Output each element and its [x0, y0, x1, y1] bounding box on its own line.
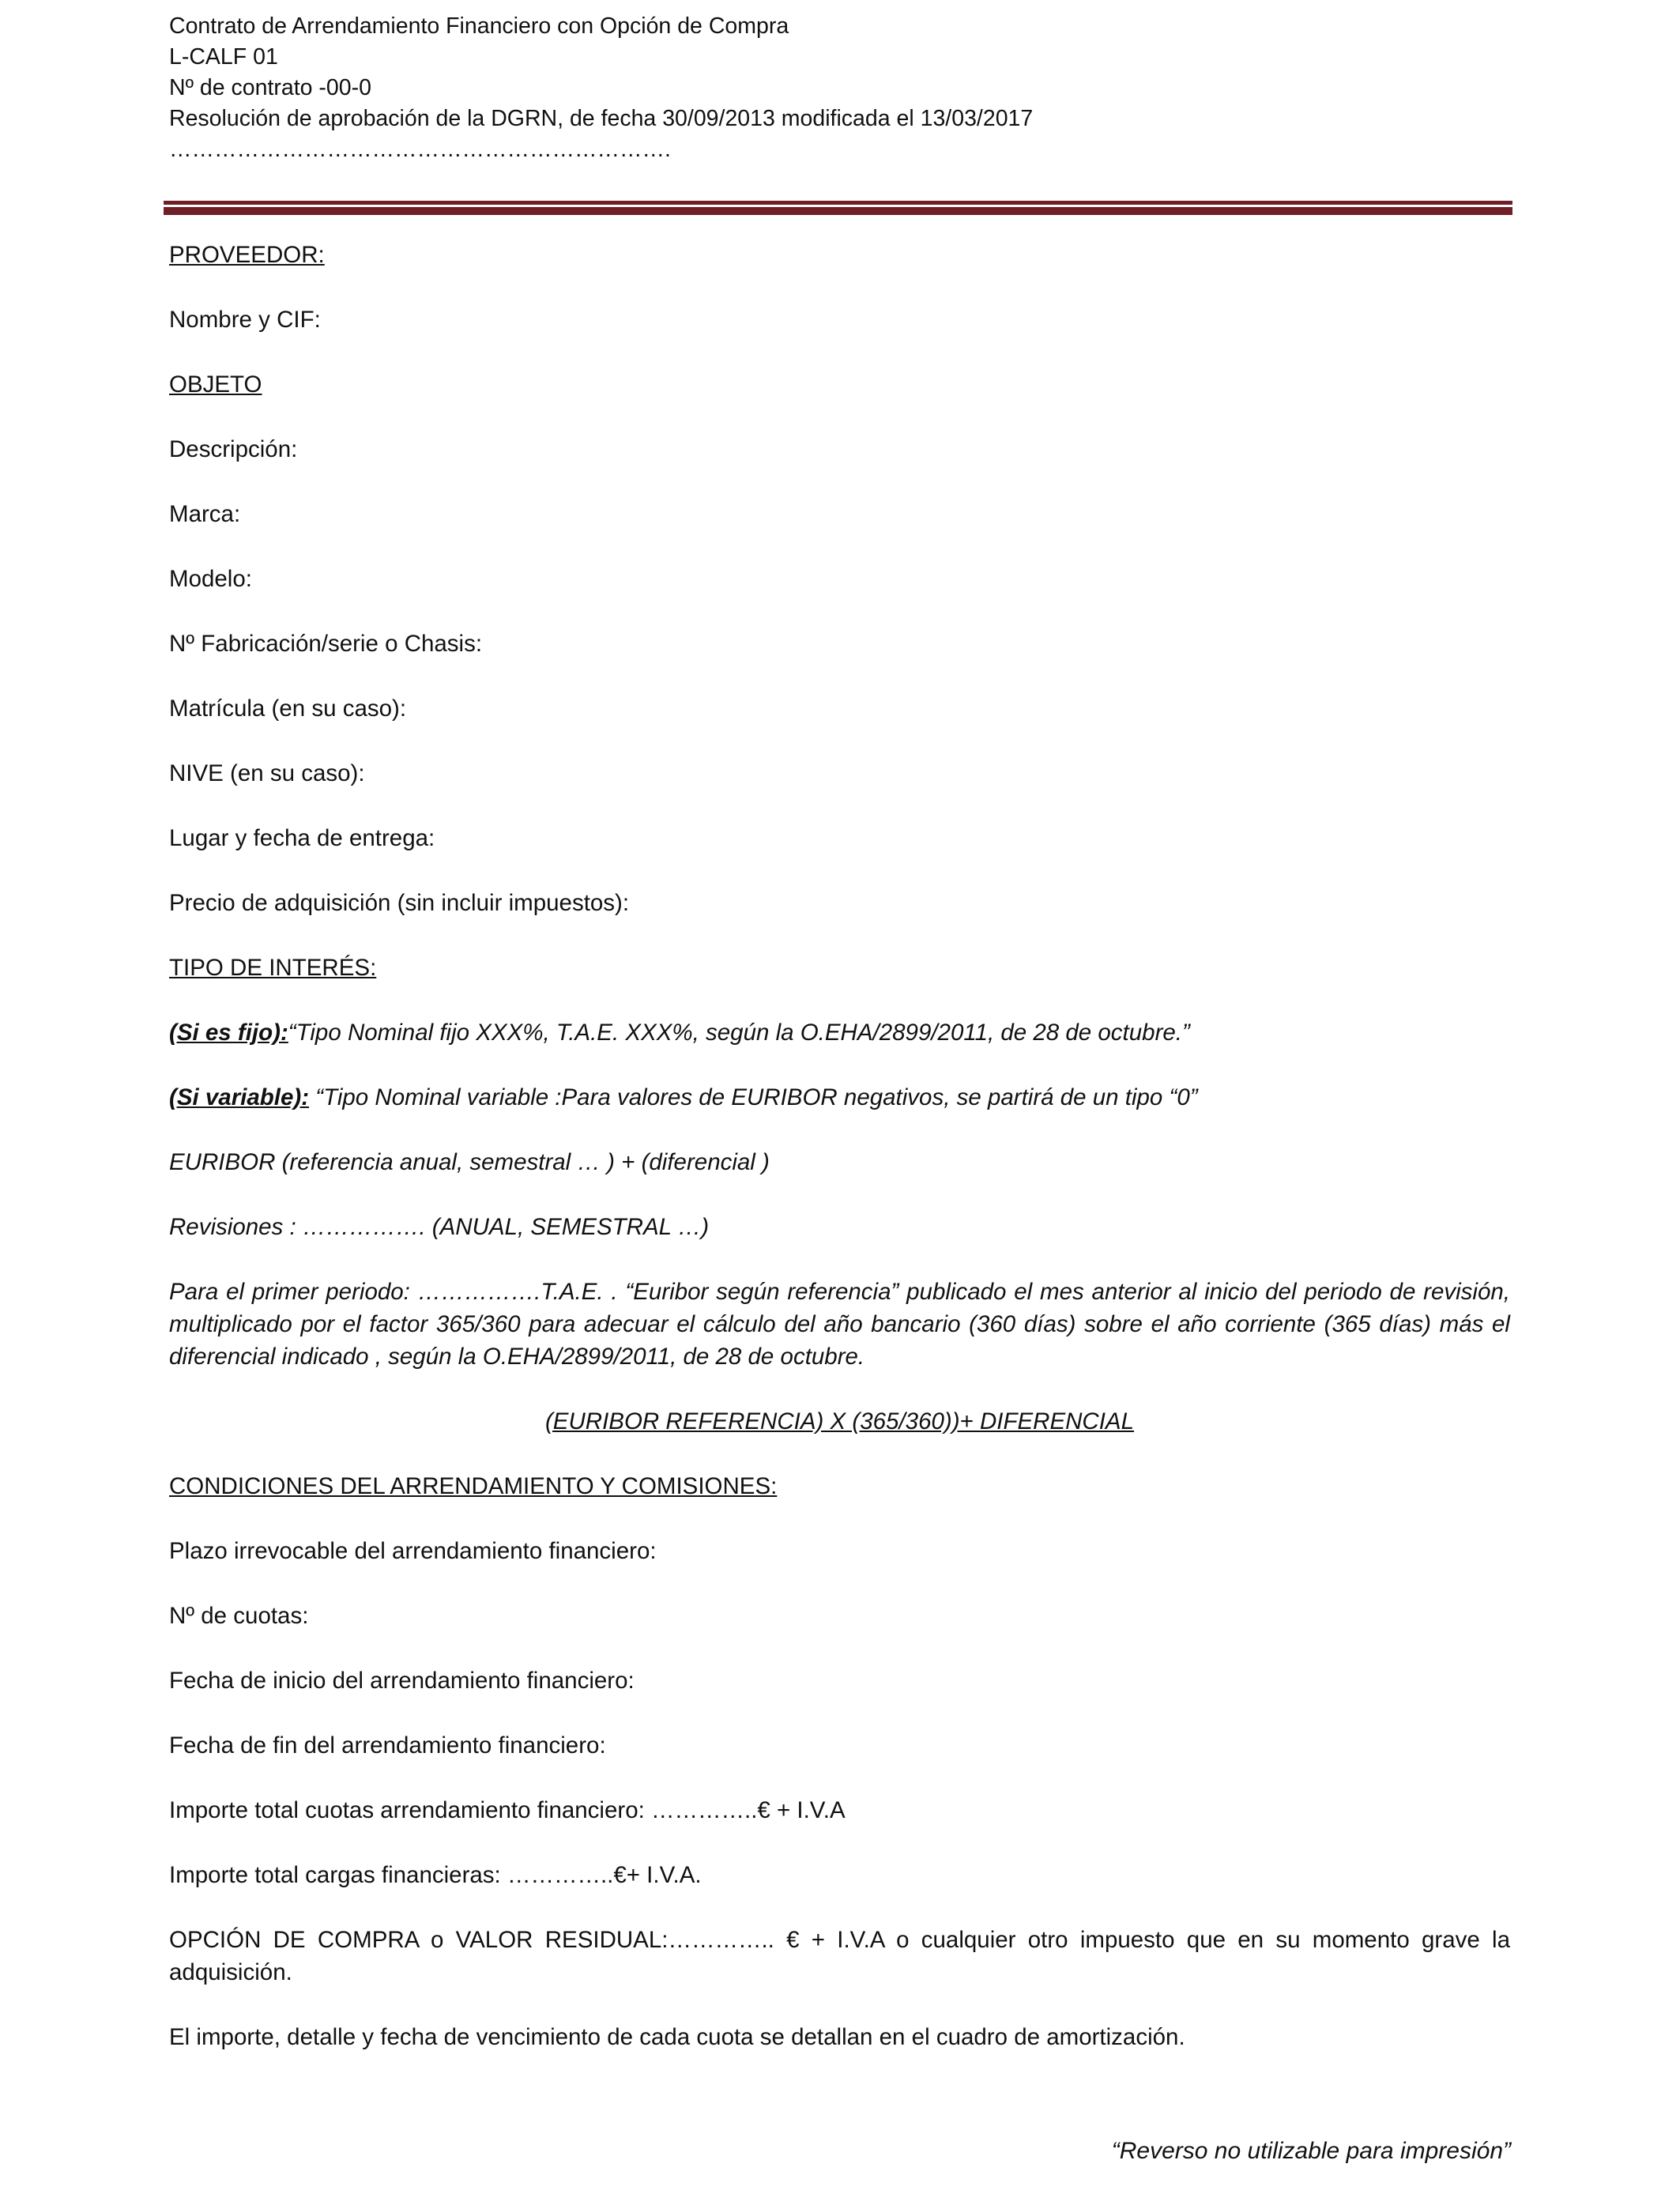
- matricula-field: Matrícula (en su caso):: [169, 696, 407, 722]
- lugar-entrega-field: Lugar y fecha de entrega:: [169, 825, 435, 851]
- cuotas-field: Nº de cuotas:: [169, 1603, 309, 1629]
- tipo-fijo-line: [169, 1016, 1510, 1049]
- tipo-interes-heading: TIPO DE INTERÉS:: [169, 955, 377, 981]
- condiciones-heading: CONDICIONES DEL ARRENDAMIENTO Y COMISIONES:: [169, 1473, 778, 1499]
- tipo-variable-line: [169, 1081, 1510, 1114]
- document-header: [169, 11, 1033, 165]
- euribor-line: EURIBOR (referencia anual, semestral … ) + (diferencial ): [169, 1149, 770, 1175]
- marca-field: Marca:: [169, 501, 241, 527]
- nive-field: NIVE (en su caso):: [169, 760, 365, 786]
- modelo-field: Modelo:: [169, 566, 252, 592]
- footer-note: “Reverso no utilizable para impresión”: [1111, 2138, 1511, 2164]
- plazo-field: Plazo irrevocable del arrendamiento financiero:: [169, 1538, 657, 1564]
- precio-field: Precio de adquisición (sin incluir impuestos):: [169, 890, 630, 916]
- objeto-heading: OBJETO: [169, 371, 262, 398]
- contract-number: Nº de contrato -00-0: [169, 75, 371, 100]
- variable-label: (Si variable):: [169, 1084, 310, 1110]
- fijo-label: (Si es fijo):: [169, 1020, 288, 1046]
- fabricacion-field: Nº Fabricación/serie o Chasis:: [169, 631, 483, 657]
- nombre-cif-field: Nombre y CIF:: [169, 307, 321, 333]
- header-dotted-line: ………………………………………………………….: [169, 137, 671, 162]
- contract-code: L-CALF 01: [169, 44, 278, 70]
- importe-cuotas-field: Importe total cuotas arrendamiento financiero: …………..€ + I.V.A: [169, 1797, 846, 1823]
- importe-cargas-field: Importe total cargas financieras: …………..€+ I.V.A.: [169, 1862, 702, 1888]
- proveedor-heading: PROVEEDOR:: [169, 242, 325, 268]
- variable-text: “Tipo Nominal variable :Para valores de EURIBOR negativos, se partirá de un tipo “0”: [309, 1084, 1198, 1110]
- revisiones-line: Revisiones : ……………. (ANUAL, SEMESTRAL …): [169, 1214, 710, 1240]
- fecha-fin-field: Fecha de fin del arrendamiento financiero:: [169, 1732, 606, 1759]
- approval-resolution: Resolución de aprobación de la DGRN, de fecha 30/09/2013 modificada el 13/03/2017: [169, 106, 1034, 131]
- opcion-compra-paragraph: OPCIÓN DE COMPRA o VALOR RESIDUAL:………….. € + I.V.A o cualquier otro impuesto que en su momento grave la adquisición.: [169, 1927, 1510, 1985]
- header-divider-thin: [164, 201, 1512, 205]
- contract-title: Contrato de Arrendamiento Financiero con Opción de Compra: [169, 13, 789, 39]
- header-divider-thick: [164, 207, 1512, 215]
- formula-line: (EURIBOR REFERENCIA) X (365/360))+ DIFERENCIAL: [544, 1408, 1135, 1434]
- fecha-inicio-field: Fecha de inicio del arrendamiento financiero:: [169, 1668, 635, 1694]
- primer-periodo-paragraph: Para el primer periodo: …………….T.A.E. . “Euribor según referencia” publicado el mes anterior al inicio del periodo de revisión, multiplicado por el factor 365/360 para adecuar el cálculo del año bancario (360 días) sobre el año corriente (365 días) más el diferencial indicado , según la O.EHA/2899/2011, de 28 de octubre.: [169, 1279, 1510, 1370]
- document-body: [169, 239, 1510, 2053]
- descripcion-field: Descripción:: [169, 436, 298, 462]
- amortizacion-note: El importe, detalle y fecha de vencimiento de cada cuota se detallan en el cuadro de amortización.: [169, 2024, 1185, 2050]
- fijo-text: “Tipo Nominal fijo XXX%, T.A.E. XXX%, según la O.EHA/2899/2011, de 28 de octubre.”: [288, 1020, 1190, 1046]
